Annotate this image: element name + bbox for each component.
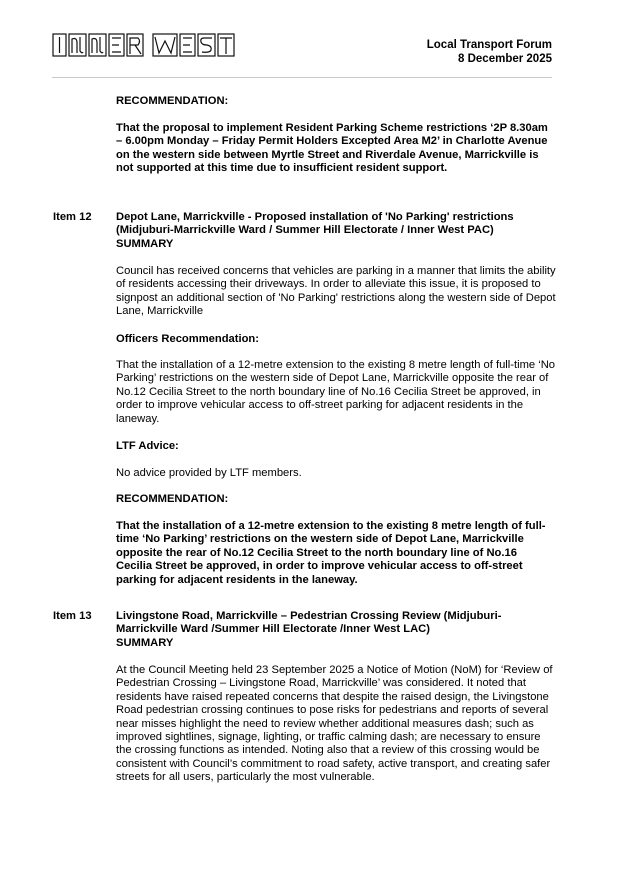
inner-west-logo	[52, 30, 254, 60]
recommendation-heading: RECOMMENDATION:	[116, 95, 229, 107]
forum-title: Local Transport Forum	[426, 39, 552, 51]
item-12-title: Depot Lane, Marrickville - Proposed installation of 'No Parking' restrictions (Midjuburi-Marrickville Ward / Summer Hill Electorate / Inner West PAC)	[116, 211, 514, 237]
header-divider	[52, 77, 552, 78]
item-12-summary: Council has received concerns that vehicles are parking in a manner that limits the ability of residents accessing their driveways. In order to alleviate this issue, it is proposed to signpost an additional section of 'No Parking' restrictions along the western side of Depot Lane, Marrickville	[116, 265, 556, 318]
item-12-ltf-heading: LTF Advice:	[116, 440, 179, 452]
recommendation-text: That the proposal to implement Resident Parking Scheme restrictions ‘2P 8.30am – 6.00pm Monday – Friday Permit Holders Excepted Area M2’ in Charlotte Avenue on the western side between Myrtle Street and Riverdale Avenue, Marrickville is not supported at this time due to insufficient resident support.	[116, 122, 548, 175]
item-13-title: Livingstone Road, Marrickville – Pedestrian Crossing Review (Midjuburi-Marrickville Ward /Summer Hill Electorate /Inner West LAC)	[116, 610, 502, 636]
header-meta	[427, 38, 552, 66]
item-13-number: Item 13	[53, 610, 92, 622]
meeting-date: 8 December 2025	[458, 53, 552, 65]
item-12-number: Item 12	[53, 211, 92, 223]
item-12-officers-heading: Officers Recommendation:	[116, 333, 259, 345]
item-12-recommendation-heading: RECOMMENDATION:	[116, 493, 229, 505]
item-12-officers-text: That the installation of a 12-metre extension to the existing 8 metre length of full-time ‘No Parking’ restrictions on the western side of Depot Lane, Marrickville opposite the rear of No.12 Cecilia Street to the north boundary line of No.16 Cecilia Street be approved, in order to improve vehicular access to off-street parking for adjacent residents in the laneway.	[116, 359, 556, 425]
item-13-summary-heading: SUMMARY	[116, 637, 174, 649]
item-12-summary-heading: SUMMARY	[116, 238, 174, 250]
item-13-summary: At the Council Meeting held 23 September 2025 a Notice of Motion (NoM) for ‘Review of Pedestrian Crossing – Livingstone Road, Marrickville’ was considered. It noted that residents have raised repeated concerns that despite the raised design, the Livingstone Road pedestrian crossing continues to pose risks for pedestrians and reports of several near misses highlight the need to review whether additional measures dash; such as improved sightlines, signage, lighting, or traffic calming dash; are necessary to ensure the crossing functions as intended. Noting also that a review of this crossing would be consistent with Council’s commitment to road safety, active transport, and creating safer streets for all users, particularly the most vulnerable.	[116, 664, 553, 784]
item-12-ltf-text: No advice provided by LTF members.	[116, 467, 302, 479]
item-12-recommendation-text: That the installation of a 12-metre extension to the existing 8 metre length of full-time ‘No Parking’ restrictions on the western side of Depot Lane, Marrickville opposite the rear of No.12 Cecilia Street to the north boundary line of No.16 Cecilia Street be approved, in order to improve vehicular access to off-street parking for adjacent residents in the laneway.	[116, 520, 546, 586]
